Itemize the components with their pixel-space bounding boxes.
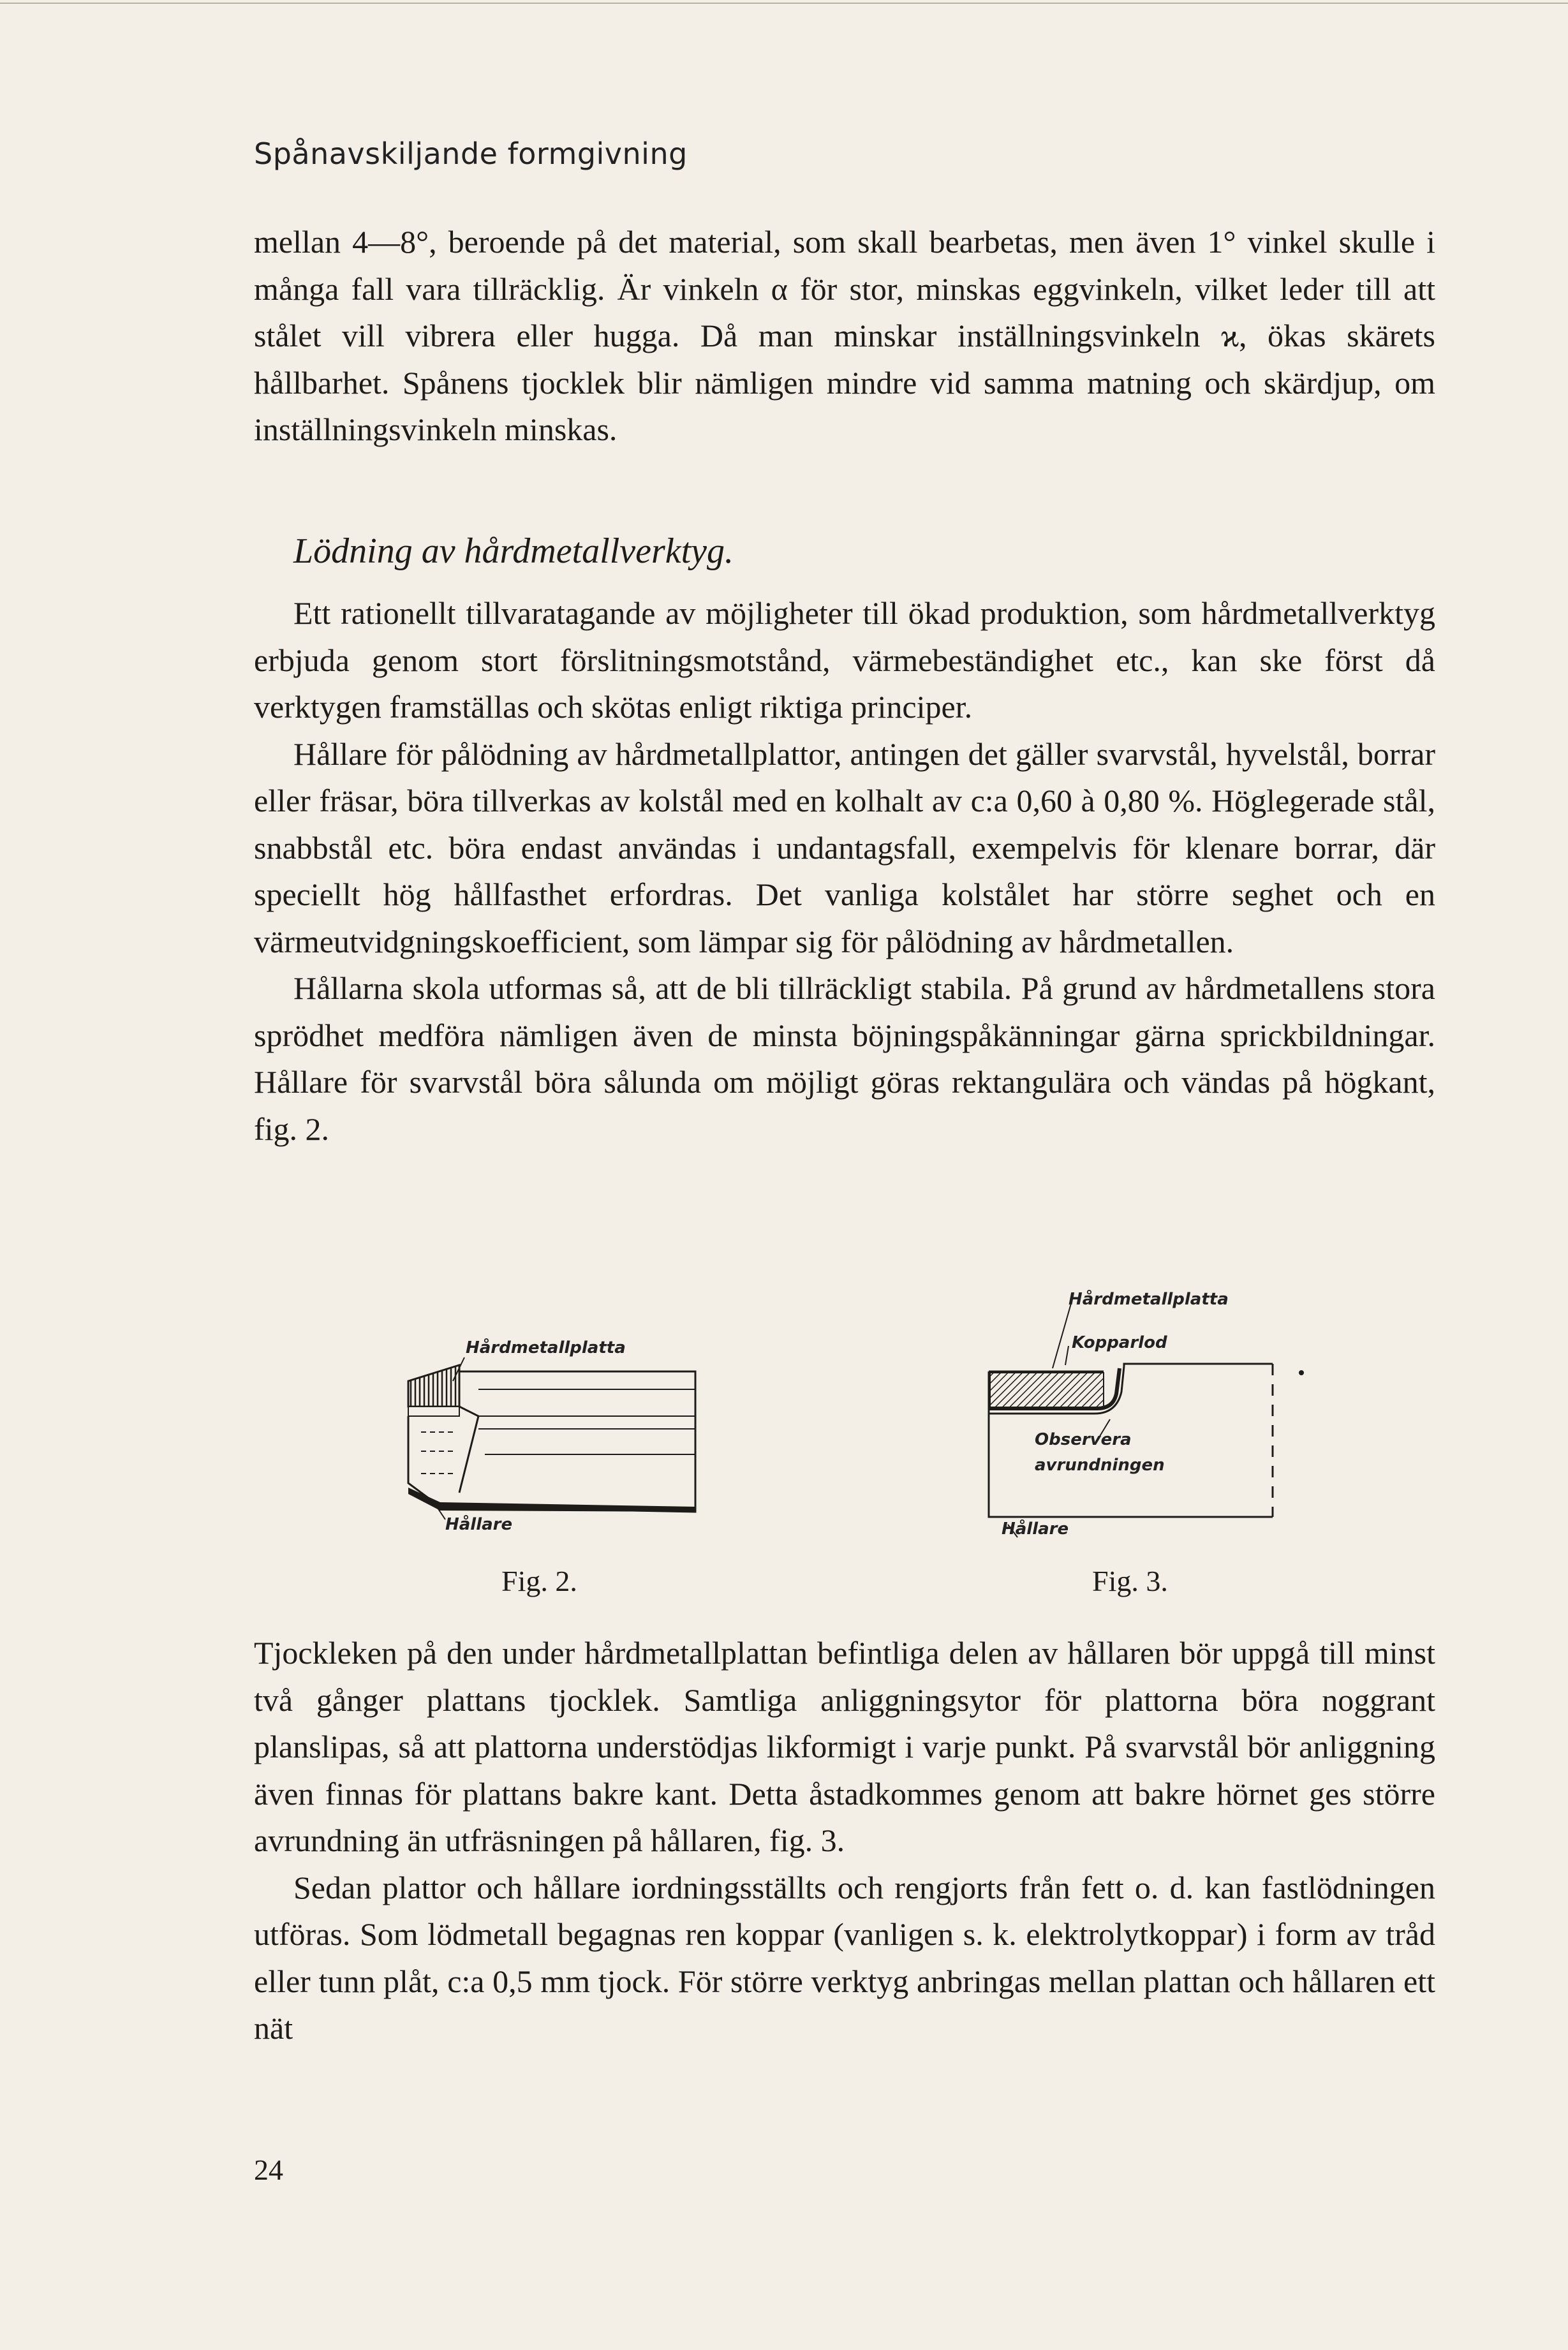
figure-3-label-copper: Kopparlod [1072, 1333, 1167, 1352]
figure-3-label-note-1: Observera [1035, 1430, 1132, 1449]
paragraph: Hållarna skola utformas så, att de bli tillräckligt stabila. På grund av hårdmetallens stora sprödhet medföra nämligen även de minsta böjningspåkänningar gärna sprickbildningar. Hållare för svarvstål böra sålunda om möjligt göras rektangulära och vändas på högkant, fig. 2. [254, 970, 1435, 1147]
text-block-continuation [254, 219, 1435, 454]
figure-2 [396, 1320, 702, 1537]
page-top-edge [0, 3, 1568, 4]
figure-2-caption: Fig. 2. [501, 1565, 577, 1597]
figure-2-label-holder: Hållare [445, 1515, 513, 1534]
figure-3 [982, 1282, 1340, 1550]
text-block-soldering [254, 590, 1435, 1153]
text-block-preparation [254, 1630, 1435, 2052]
running-header: Spånavskiljande formgivning [254, 137, 688, 171]
paragraph: mellan 4—8°, beroende på det material, som skall bearbetas, men även 1° vinkel skulle i många fall vara tillräcklig. Är vinkeln α för stor, minskas eggvinkeln, vilket leder till att stålet vill vibrera eller hugga. Då man minskar inställningsvinkeln ϰ, ökas skärets hållbarhet. Spånens tjocklek blir nämligen mindre vid samma matning och skärdjup, om inställningsvinkeln minskas. [254, 224, 1435, 447]
figure-3-drawing [982, 1282, 1340, 1550]
paragraph: Sedan plattor och hållare iordningsställts och rengjorts från fett o. d. kan fastlödningen utföras. Som lödmetall begagnas ren koppar (vanligen s. k. elektrolytkoppar) i form av tråd eller tunn plåt, c:a 0,5 mm tjock. För större verktyg anbringas mellan plattan och hållaren ett nät [254, 1869, 1435, 2046]
figure-3-caption: Fig. 3. [1092, 1565, 1168, 1597]
paragraph: Ett rationellt tillvaratagande av möjligheter till ökad produktion, som hårdmetallverktyg erbjuda genom stort förslitningsmotstånd, värmebeständighet etc., kan ske först då verktygen framställas och skötas enligt riktiga principer. [254, 595, 1435, 725]
figure-3-label-holder: Hållare [1002, 1519, 1069, 1539]
figure-2-label-plate: Hårdmetallplatta [466, 1338, 626, 1357]
figure-3-label-plate: Hårdmetallplatta [1069, 1290, 1229, 1309]
paragraph: Tjockleken på den under hårdmetallplattan befintliga delen av hållaren bör uppgå till minst två gånger plattans tjocklek. Samtliga anliggningsytor för plattorna böra noggrant planslipas, så att plattorna understödjas likformigt i varje punkt. På svarvstål bör anliggning även finnas för plattans bakre kant. Detta åstadkommes genom att bakre hörnet ges större avrundning än utfräsningen på hållaren, fig. 3. [254, 1635, 1435, 1858]
figure-3-label-note-2: avrundningen [1035, 1456, 1165, 1475]
paragraph: Hållare för pålödning av hårdmetallplattor, antingen det gäller svarvstål, hyvelstål, borrar eller fräsar, böra tillverkas av kolstål med en kolhalt av c:a 0,60 à 0,80 %. Höglegerade stål, snabbstål etc. böra endast användas i undantagsfall, exempelvis för klenare borrar, där speciellt hög hållfasthet erfordras. Det vanliga kolstålet har större seghet och en värmeutvidgningskoefficient, som lämpar sig för pålödning av hårdmetallen. [254, 735, 1435, 959]
page-number: 24 [254, 2154, 283, 2186]
section-heading: Lödning av hårdmetallverktyg. [293, 531, 734, 571]
